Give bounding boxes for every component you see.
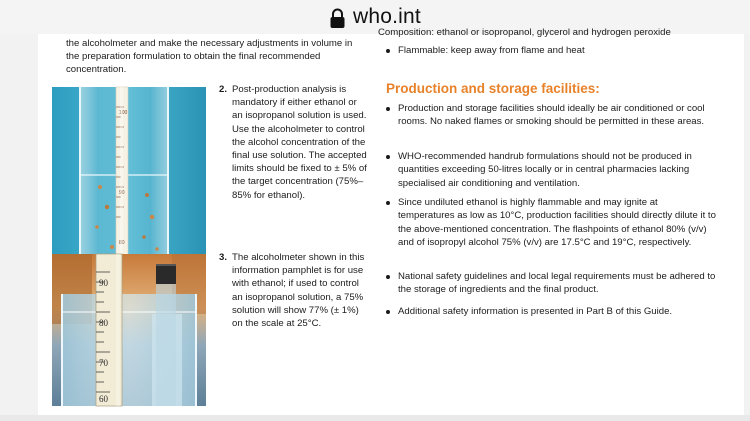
alcoholmeter-photo-1 [52,87,206,271]
intro-paragraph: the alcoholmeter and make the necessary adjustments in volume in the preparation formulation to obtain the final recommended concentration. [66,38,353,76]
document-page [38,27,744,415]
url-text: who.int [353,5,421,28]
scale2-label: 90 [99,278,108,288]
bullet-text: Production and storage facilities should ideally be air conditioned or cool rooms. No naked flames or smoking should be permitted in these areas. [398,103,705,128]
numbered-item-3 [219,251,369,330]
bullet-dot [386,201,390,205]
bullet-text: Flammable: keep away from flame and heat [398,45,585,56]
numbered-item-2 [219,83,369,202]
bullet-item [386,305,716,318]
item-text: The alcoholmeter shown in this information pamphlet is for use with ethanol; if used to control an isopropanol solution, a 75% solution will show 77% (± 1%) on the scale at 25°C. [232,252,365,330]
scale1-label: 100 [119,110,128,116]
bullet-dot [386,310,390,314]
item-number: 2. [219,84,228,95]
lock-icon [329,8,346,29]
bullet-item [386,270,716,297]
alcoholmeter-photo-2 [52,254,206,406]
scale1-label: 90 [119,190,125,196]
bottom-edge [0,415,750,421]
section-heading: Production and storage facilities: [386,81,600,96]
bullet-text: Additional safety information is presented in Part B of this Guide. [398,306,673,317]
bullet-text: Since undiluted ethanol is highly flammable and may ignite at temperatures as low as 10°C, production facilities should directly dilute it to the above-mentioned concentration. The flashpoints of ethanol 80% (v/v) and of isopropyl alcohol 75% (v/v) are 17.5°C and 19°C, respectively. [398,197,716,248]
scale2-label: 60 [99,394,108,404]
bullet-dot [386,49,390,53]
item-text: Post-production analysis is mandatory if either ethanol or an isopropanol solution is used. Use the alcoholmeter to control the alcohol concentration of the final use solution. The accepted limits should be fixed to ± 5% of the target concentration (75%–85% for ethanol). [232,84,367,201]
bullet-item [386,196,716,249]
bullet-text: WHO-recommended handrub formulations should not be produced in quantities exceeding 50-litres locally or in central pharmacies lacking specialised air conditioning and ventilation. [398,151,692,189]
bullet-item [386,102,716,129]
bullet-text: National safety guidelines and local legal requirements must be adhered to the storage of ingredients and the final product. [398,271,716,296]
bullet-dot [386,275,390,279]
item-number: 3. [219,252,228,263]
scale2-label: 70 [99,358,108,368]
bullet-item [386,150,716,190]
url-display[interactable] [329,5,421,29]
bullet-dot [386,107,390,111]
scale2-label: 80 [99,318,108,328]
cut-off-text-line: Composition: ethanol or isopropanol, glycerol and hydrogen peroxide [378,27,671,38]
bullet-flammable [386,44,716,57]
bullet-dot [386,155,390,159]
scale1-label: 80 [119,240,125,246]
